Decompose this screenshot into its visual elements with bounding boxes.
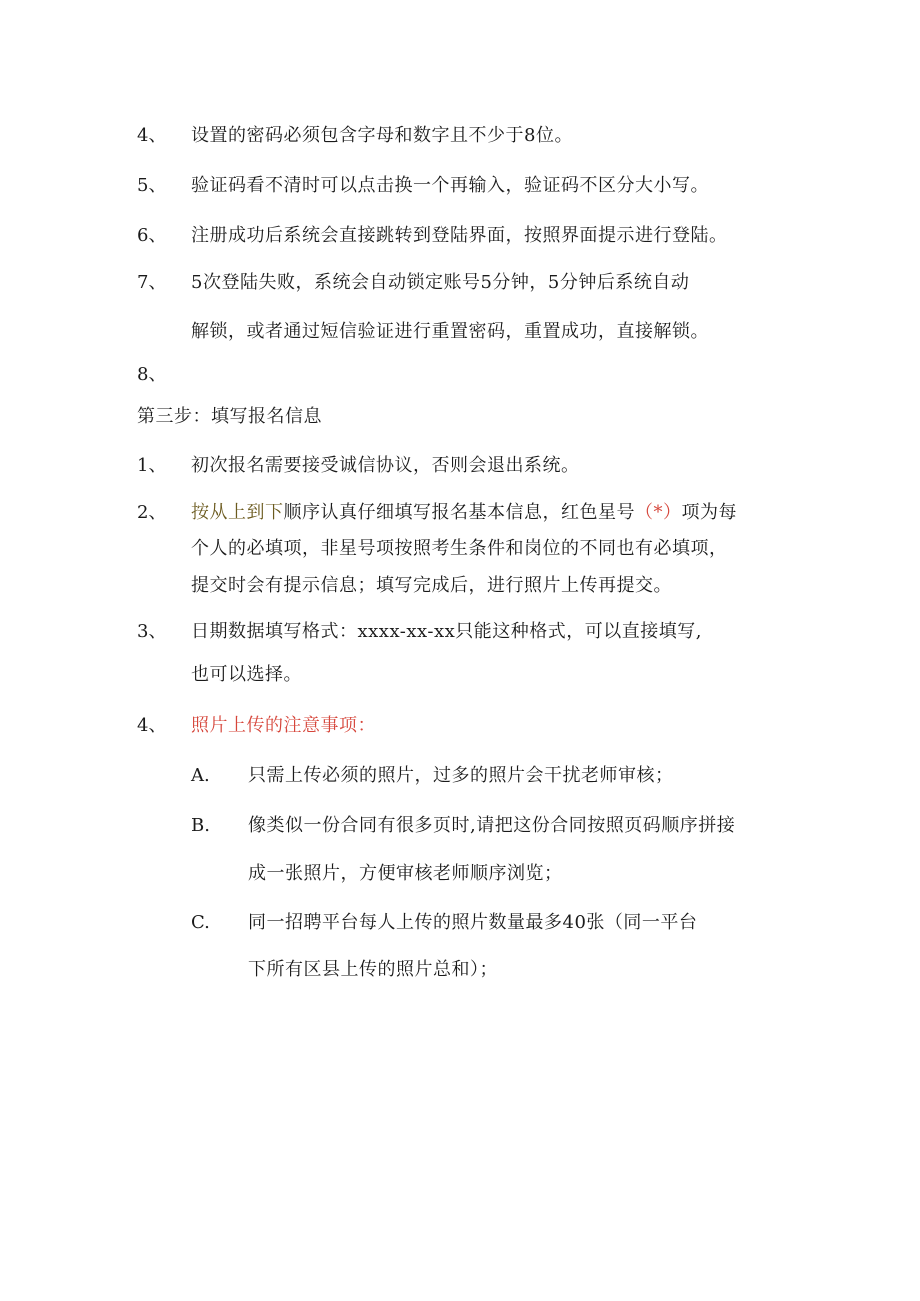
list-number: 3、 bbox=[137, 621, 167, 642]
list-item-text: 初次报名需要接受诚信协议，否则会退出系统。 bbox=[191, 455, 580, 476]
list-item-text-line2: 个人的必填项，非星号项按照考生条件和岗位的不同也有必填项， bbox=[191, 538, 728, 559]
sub-list-letter: A. bbox=[191, 765, 210, 786]
text-rest: 顺序认真仔细填写报名基本信息，红色星号 bbox=[283, 502, 635, 523]
list-number: 4、 bbox=[137, 125, 167, 146]
list-item-text-line1: 日期数据填写格式：xxxx-xx-xx只能这种格式，可以直接填写, bbox=[191, 621, 702, 642]
text-end: 项为每 bbox=[681, 502, 737, 523]
sub-list-text-line2: 下所有区县上传的照片总和）； bbox=[248, 959, 498, 980]
sub-list-text-line2: 成一张照片，方便审核老师顺序浏览； bbox=[248, 863, 563, 884]
list-number: 8、 bbox=[137, 364, 167, 385]
list-number: 5、 bbox=[137, 175, 167, 196]
list-number: 4、 bbox=[137, 715, 167, 736]
sub-list-letter: C. bbox=[191, 912, 210, 933]
list-item-text-line3: 提交时会有提示信息；填写完成后，进行照片上传再提交。 bbox=[191, 575, 672, 596]
list-item-text: 设置的密码必须包含字母和数字且不少于8位。 bbox=[191, 125, 573, 146]
list-item-text: 注册成功后系统会直接跳转到登陆界面，按照界面提示进行登陆。 bbox=[191, 225, 728, 246]
list-item-text: 照片上传的注意事项： bbox=[191, 715, 376, 736]
highlight-text: 按从上到下 bbox=[191, 502, 284, 523]
list-item-text: 验证码看不清时可以点击换一个再输入，验证码不区分大小写。 bbox=[191, 175, 709, 196]
list-number: 1、 bbox=[137, 455, 167, 476]
asterisk-marker: （*） bbox=[635, 502, 682, 523]
section-heading: 第三步：填写报名信息 bbox=[137, 406, 322, 427]
list-item-text-line1 bbox=[191, 501, 737, 525]
list-item-text-line2: 解锁，或者通过短信验证进行重置密码，重置成功，直接解锁。 bbox=[191, 321, 709, 342]
list-number: 7、 bbox=[137, 272, 167, 293]
sub-list-text: 只需上传必须的照片，过多的照片会干扰老师审核； bbox=[248, 765, 674, 786]
list-number: 2、 bbox=[137, 502, 167, 523]
sub-list-text-line1: 像类似一份合同有很多页时,请把这份合同按照页码顺序拼接 bbox=[248, 815, 736, 836]
list-item-text-line1: 5次登陆失败，系统会自动锁定账号5分钟，5分钟后系统自动 bbox=[191, 272, 690, 293]
list-item-text-line2: 也可以选择。 bbox=[191, 664, 302, 685]
list-number: 6、 bbox=[137, 225, 167, 246]
sub-list-letter: B. bbox=[191, 815, 210, 836]
sub-list-text-line1: 同一招聘平台每人上传的照片数量最多40张（同一平台 bbox=[248, 912, 698, 933]
